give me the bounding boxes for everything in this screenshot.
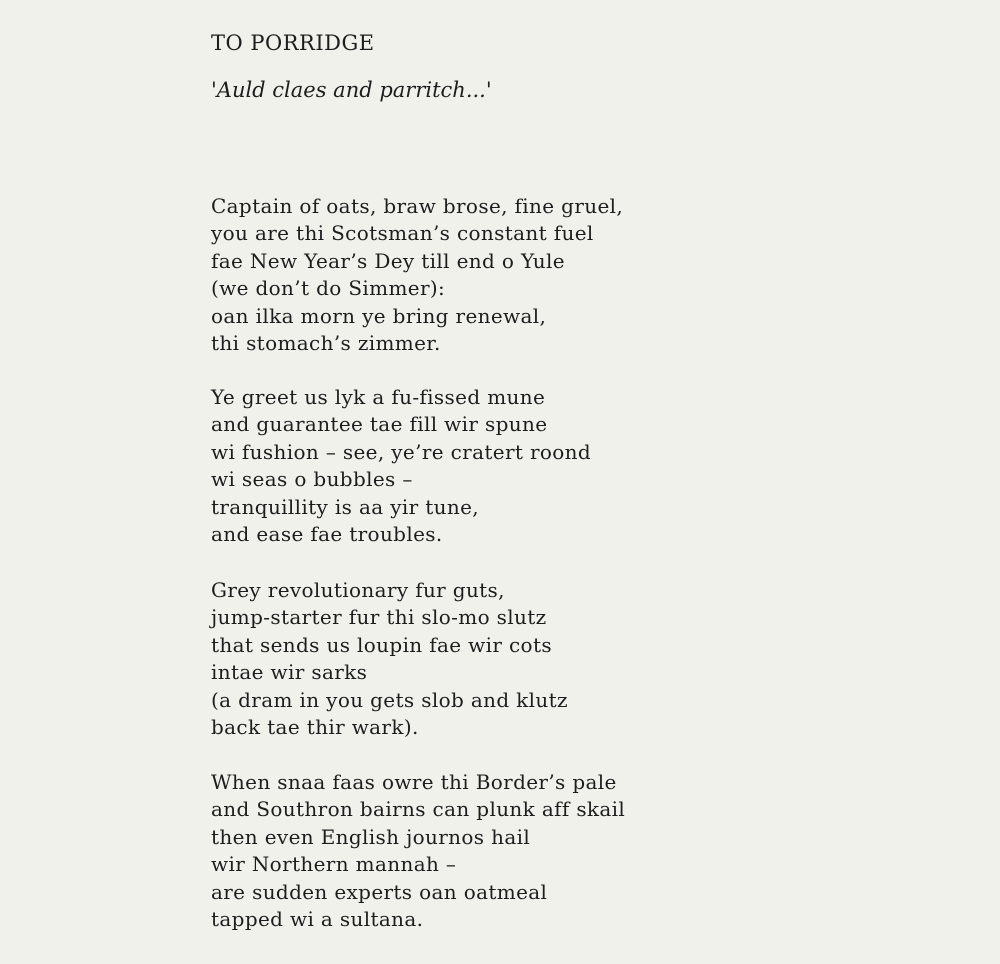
- poem-line: you are thi Scotsman’s constant fuel: [211, 221, 594, 246]
- poem-line: and ease fae troubles.: [211, 522, 443, 547]
- stanza-3: [211, 577, 568, 741]
- poem-line: thi stomach’s zimmer.: [211, 331, 441, 356]
- poem-line: are sudden experts oan oatmeal: [211, 879, 548, 904]
- poem-epigraph: 'Auld claes and parritch...': [211, 78, 492, 102]
- poem-line: then even English journos hail: [211, 824, 531, 849]
- poem-line: fae New Year’s Dey till end o Yule: [211, 248, 565, 273]
- poem-line: and Southron bairns can plunk aff skail: [211, 797, 626, 822]
- poem-line: wir Northern mannah –: [211, 852, 457, 877]
- poem-line: that sends us loupin fae wir cots: [211, 632, 552, 657]
- poem-line: Ye greet us lyk a fu-fissed mune: [211, 385, 546, 409]
- poem-line: Captain of oats, braw brose, fine gruel,: [211, 194, 624, 218]
- poem-title: TO PORRIDGE: [211, 31, 375, 55]
- poem-line: oan ilka morn ye bring renewal,: [211, 303, 547, 328]
- poem-line: (we don’t do Simmer):: [211, 276, 446, 301]
- poem-line: tranquillity is aa yir tune,: [211, 494, 479, 519]
- poem-line: (a dram in you gets slob and klutz: [211, 687, 568, 712]
- poem-line: wi seas o bubbles –: [211, 467, 413, 492]
- poem-line: and guarantee tae fill wir spune: [211, 412, 548, 437]
- poem-line: back tae thir wark).: [211, 715, 419, 740]
- poem-line: tapped wi a sultana.: [211, 907, 424, 932]
- poem-line: When snaa faas owre thi Border’s pale: [211, 770, 617, 794]
- poem-line: Grey revolutionary fur guts,: [211, 578, 505, 602]
- stanza-4: [211, 769, 625, 933]
- poem-line: intae wir sarks: [211, 660, 368, 685]
- poem-line: wi fushion – see, ye’re cratert roond: [211, 439, 592, 464]
- poem-line: jump-starter fur thi slo-mo slutz: [211, 605, 547, 630]
- stanza-1: [211, 193, 623, 357]
- stanza-2: [211, 384, 591, 548]
